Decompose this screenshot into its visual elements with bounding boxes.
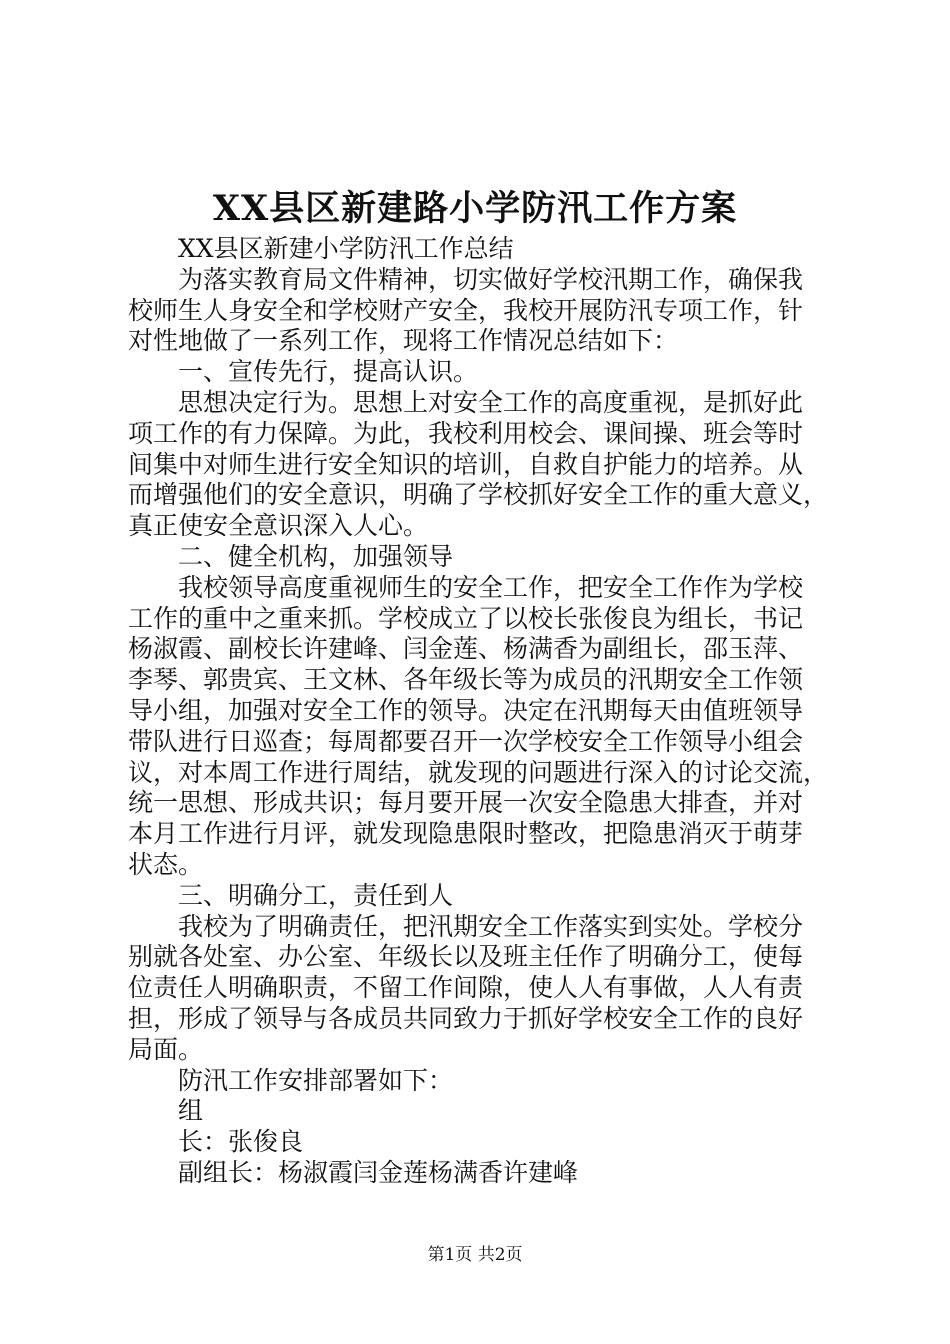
body-line: 思想决定行为。思想上对安全工作的高度重视，是抓好此 xyxy=(178,387,804,417)
body-line: 一、宣传先行，提高认识。 xyxy=(178,357,479,387)
body-line: XX县区新建小学防汛工作总结 xyxy=(178,234,514,263)
body-line: 校师生人身安全和学校财产安全，我校开展防汛专项工作，针 xyxy=(128,295,804,325)
body-line: 李琴、郭贵宾、王文林、各年级长等为成员的汛期安全工作领 xyxy=(128,665,804,695)
body-line: 杨淑霞、副校长许建峰、闫金莲、杨满香为副组长，邵玉萍、 xyxy=(128,634,804,664)
body-line: 工作的重中之重来抓。学校成立了以校长张俊良为组长，书记 xyxy=(128,603,804,633)
body-line: 项工作的有力保障。为此，我校利用校会、课间操、班会等时 xyxy=(128,418,804,448)
body-line: 间集中对师生进行安全知识的培训，自救自护能力的培养。从 xyxy=(128,449,804,479)
body-line: 别就各处室、办公室、年级长以及班主任作了明确分工，使每 xyxy=(128,942,804,972)
document-title: XX县区新建路小学防汛工作方案 xyxy=(212,188,738,229)
body-line: 真正使安全意识深入人心。 xyxy=(128,511,429,541)
page-footer: 第1页 共2页 xyxy=(427,1245,523,1265)
body-line: 而增强他们的安全意识，明确了学校抓好安全工作的重大意义， xyxy=(128,480,829,510)
body-line: 二、健全机构，加强领导 xyxy=(178,541,454,571)
body-line: 副组长：杨淑霞闫金莲杨满香许建峰 xyxy=(178,1157,579,1187)
body-line: 状态。 xyxy=(128,849,204,879)
body-line: 带队进行日巡查；每周都要召开一次学校安全工作领导小组会 xyxy=(128,726,804,756)
body-line: 三、明确分工，责任到人 xyxy=(178,880,454,910)
body-line: 防汛工作安排部署如下： xyxy=(178,1065,454,1095)
body-line: 统一思想、形成共识；每月要开展一次安全隐患大排查，并对 xyxy=(128,788,804,818)
body-line: 我校领导高度重视师生的安全工作，把安全工作作为学校 xyxy=(178,572,804,602)
body-line: 长：张俊良 xyxy=(178,1127,304,1157)
body-line: 我校为了明确责任，把汛期安全工作落实到实处。学校分 xyxy=(178,911,804,941)
body-line: 位责任人明确职责，不留工作间隙，使人人有事做，人人有责 xyxy=(128,973,804,1003)
body-line: 导小组，加强对安全工作的领导。决定在汛期每天由值班领导 xyxy=(128,695,804,725)
body-line: 局面。 xyxy=(128,1034,204,1064)
body-line: 为落实教育局文件精神，切实做好学校汛期工作，确保我 xyxy=(178,264,804,294)
body-line: 担，形成了领导与各成员共同致力于抓好学校安全工作的良好 xyxy=(128,1003,804,1033)
body-line: 对性地做了一系列工作，现将工作情况总结如下： xyxy=(128,326,679,356)
body-line: 议，对本周工作进行周结，就发现的问题进行深入的讨论交流， xyxy=(128,757,829,787)
body-line: 组 xyxy=(178,1096,204,1126)
body-line: 本月工作进行月评，就发现隐患限时整改，把隐患消灭于萌芽 xyxy=(128,819,804,849)
document-body xyxy=(128,234,838,1189)
